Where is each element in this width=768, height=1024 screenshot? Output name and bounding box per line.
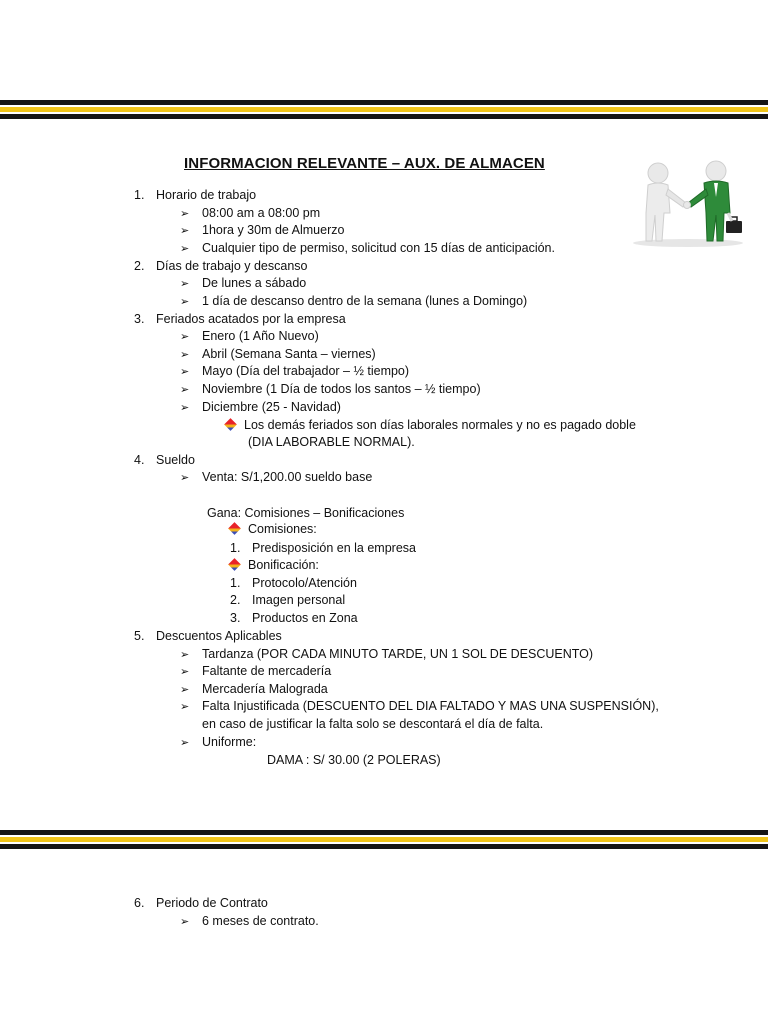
arrowhead-bullet-icon: ➢: [180, 402, 190, 414]
arrowhead-bullet-icon: ➢: [180, 225, 190, 237]
line-text: Predisposición en la empresa: [252, 541, 416, 555]
line-text: De lunes a sábado: [202, 276, 307, 290]
text-line: [230, 521, 317, 537]
arrowhead-bullet-icon: ➢: [180, 331, 190, 343]
arrowhead-bullet-icon: ➢: [180, 243, 190, 255]
text-line: [180, 346, 376, 363]
text-line: [230, 540, 416, 556]
text-line: [180, 698, 659, 715]
text-line: [180, 222, 344, 239]
arrowhead-bullet-icon: ➢: [180, 208, 190, 220]
diamond-bullet-icon: [230, 521, 248, 537]
text-line: [134, 187, 256, 203]
line-text: Mayo (Día del trabajador – ½ tiempo): [202, 364, 410, 378]
line-text: Mercadería Malograda: [202, 682, 328, 696]
text-line: [180, 646, 593, 663]
line-text: Los demás feriados son días laborales normales y no es pagado doble: [244, 418, 636, 432]
text-line: [202, 716, 543, 732]
arrowhead-bullet-icon: ➢: [180, 916, 190, 928]
list-number: 6.: [134, 896, 145, 910]
line-text: Días de trabajo y descanso: [156, 259, 308, 273]
arrowhead-bullet-icon: ➢: [180, 296, 190, 308]
line-text: (DIA LABORABLE NORMAL).: [248, 435, 415, 449]
line-text: Feriados acatados por la empresa: [156, 312, 346, 326]
text-line: [180, 293, 527, 310]
list-number: 1.: [134, 188, 145, 202]
line-text: Uniforme:: [202, 735, 257, 749]
line-text: Noviembre (1 Día de todos los santos – ½ tiempo): [202, 382, 481, 396]
line-text: 1 día de descanso dentro de la semana (lunes a Domingo): [202, 294, 528, 308]
arrowhead-bullet-icon: ➢: [180, 366, 190, 378]
text-line: [230, 610, 358, 626]
text-line: [207, 505, 404, 521]
line-text: Venta: S/1,200.00 sueldo base: [202, 470, 373, 484]
text-line: [180, 275, 306, 292]
text-line: [230, 592, 345, 608]
text-line: [134, 895, 268, 911]
text-line: [180, 240, 555, 257]
line-text: Periodo de Contrato: [156, 896, 268, 910]
text-line: [226, 417, 636, 433]
line-text: 6 meses de contrato.: [202, 914, 319, 928]
arrowhead-bullet-icon: ➢: [180, 666, 190, 678]
text-line: [180, 363, 409, 380]
list-number: 5.: [134, 629, 145, 643]
list-number: 3.: [230, 611, 241, 625]
text-line: [180, 469, 372, 486]
arrowhead-bullet-icon: ➢: [180, 472, 190, 484]
line-text: Protocolo/Atención: [252, 576, 357, 590]
line-text: Descuentos Aplicables: [156, 629, 282, 643]
text-line: [180, 328, 319, 345]
diamond-bullet-icon: [226, 417, 244, 433]
text-line: [180, 663, 331, 680]
arrowhead-bullet-icon: ➢: [180, 737, 190, 749]
list-number: 2.: [230, 593, 241, 607]
text-line: [180, 734, 256, 751]
arrowhead-bullet-icon: ➢: [180, 701, 190, 713]
text-line: [230, 575, 357, 591]
list-number: 1.: [230, 541, 241, 555]
line-text: Gana: Comisiones – Bonificaciones: [207, 506, 405, 520]
text-line: [267, 752, 441, 768]
line-text: Abril (Semana Santa – viernes): [202, 347, 376, 361]
text-line: [180, 205, 320, 222]
line-text: 08:00 am a 08:00 pm: [202, 206, 321, 220]
line-text: Falta Injustificada (DESCUENTO DEL DIA FALTADO Y MAS UNA SUSPENSIÓN),: [202, 699, 659, 713]
line-text: Enero (1 Año Nuevo): [202, 329, 319, 343]
line-text: Bonificación:: [248, 558, 319, 572]
arrowhead-bullet-icon: ➢: [180, 278, 190, 290]
text-line: [134, 258, 307, 274]
line-text: Sueldo: [156, 453, 195, 467]
arrowhead-bullet-icon: ➢: [180, 349, 190, 361]
diamond-bullet-icon: [230, 557, 248, 573]
line-text: Imagen personal: [252, 593, 346, 607]
list-number: 1.: [230, 576, 241, 590]
text-line: [180, 913, 319, 930]
line-text: Horario de trabajo: [156, 188, 257, 202]
text-line: [180, 399, 341, 416]
line-text: 1hora y 30m de Almuerzo: [202, 223, 345, 237]
line-text: en caso de justificar la falta solo se descontará el día de falta.: [202, 717, 544, 731]
text-line: [134, 628, 282, 644]
page-break-band: [0, 830, 768, 849]
list-number: 2.: [134, 259, 145, 273]
text-line: [230, 557, 319, 573]
arrowhead-bullet-icon: ➢: [180, 384, 190, 396]
text-line: [180, 681, 328, 698]
text-line: [248, 434, 415, 450]
line-text: Faltante de mercadería: [202, 664, 332, 678]
text-line: [134, 311, 346, 327]
line-text: Comisiones:: [248, 522, 317, 536]
line-text: Productos en Zona: [252, 611, 358, 625]
list-number: 4.: [134, 453, 145, 467]
document-title: INFORMACION RELEVANTE – AUX. DE ALMACEN: [184, 155, 545, 172]
arrowhead-bullet-icon: ➢: [180, 684, 190, 696]
text-line: [134, 452, 195, 468]
handshake-figures-image: [628, 155, 748, 247]
line-text: Diciembre (25 - Navidad): [202, 400, 341, 414]
text-line: [180, 381, 481, 398]
line-text: Cualquier tipo de permiso, solicitud con 15 días de anticipación.: [202, 241, 555, 255]
arrowhead-bullet-icon: ➢: [180, 649, 190, 661]
line-text: Tardanza (POR CADA MINUTO TARDE, UN 1 SOL DE DESCUENTO): [202, 647, 594, 661]
list-number: 3.: [134, 312, 145, 326]
line-text: DAMA : S/ 30.00 (2 POLERAS): [267, 753, 441, 767]
top-header-band: [0, 100, 768, 119]
